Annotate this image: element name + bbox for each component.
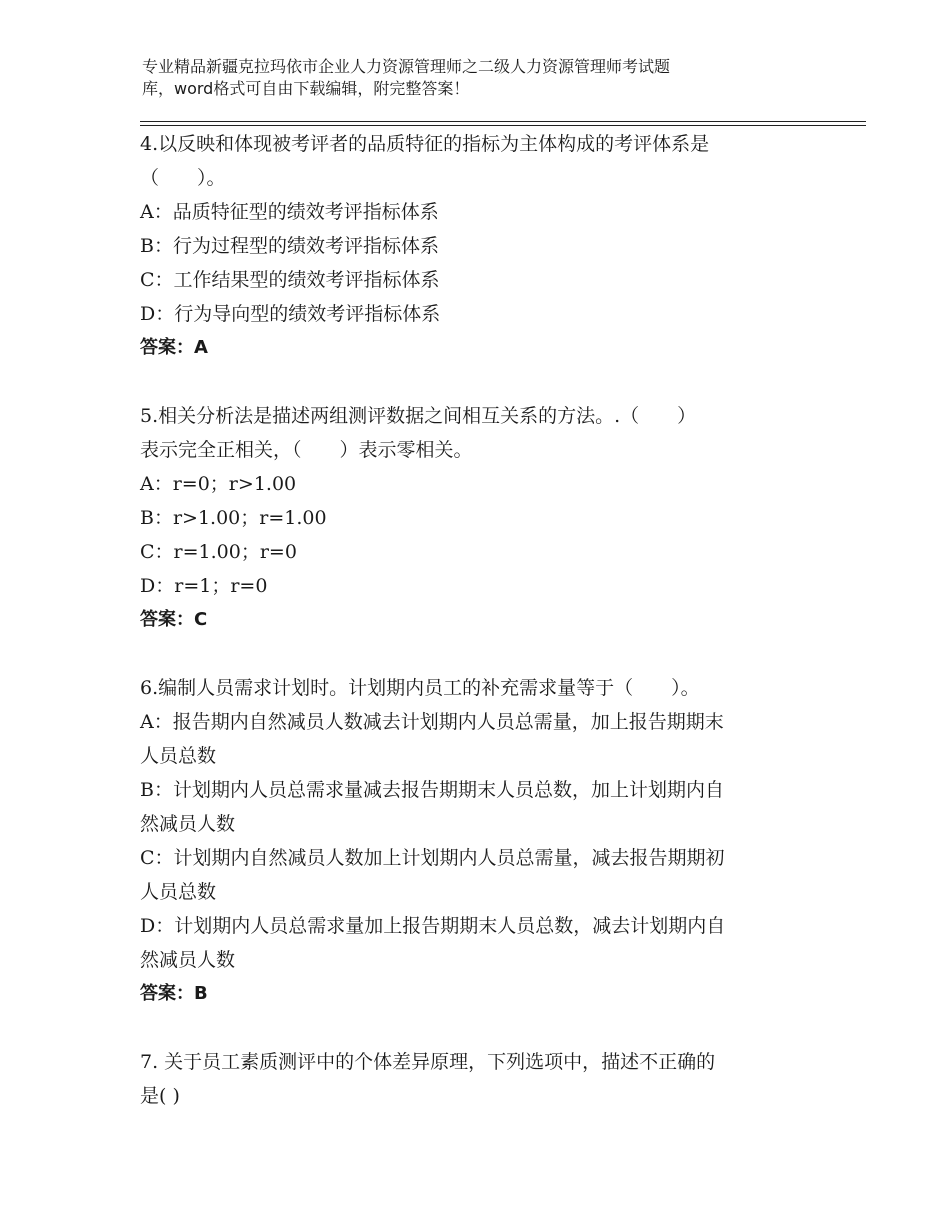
option-text-line: D：行为导向型的绩效考评指标体系 (140, 303, 441, 325)
question-block (140, 1045, 830, 1113)
question-block (140, 399, 830, 637)
option-b (140, 229, 830, 263)
question-stem-line: 是( ) (140, 1085, 180, 1107)
question-spacer (140, 1011, 830, 1045)
option-d (140, 297, 830, 331)
option-text-line: D：r=1；r=0 (140, 575, 268, 597)
option-text-line: A：品质特征型的绩效考评指标体系 (140, 201, 439, 223)
answer-label: 答案：A (140, 337, 208, 358)
question-stem-line: 5.相关分析法是描述两组测评数据之间相互关系的方法。.（ ） (140, 405, 697, 427)
option-a (140, 705, 830, 773)
option-text-line: B：行为过程型的绩效考评指标体系 (140, 235, 439, 257)
option-a (140, 467, 830, 501)
option-c (140, 535, 830, 569)
question-list (140, 127, 830, 1113)
answer-label: 答案：B (140, 983, 208, 1004)
option-text-line: 人员总数 (140, 881, 217, 903)
option-text-line: D：计划期内人员总需求量加上报告期期末人员总数，减去计划期内自 (140, 915, 726, 937)
question-spacer (140, 637, 830, 671)
option-d (140, 909, 830, 977)
header-line-1: 专业精品新疆克拉玛依市企业人力资源管理师之二级人力资源管理师考试题 (142, 57, 671, 76)
option-c (140, 841, 830, 909)
header-divider-top (140, 121, 866, 122)
question-stem-line: 7. 关于员工素质测评中的个体差异原理，下列选项中，描述不正确的 (140, 1051, 716, 1073)
question-stem-line: 表示完全正相关，（ ）表示零相关。 (140, 439, 473, 461)
option-text-line: C：r=1.00；r=0 (140, 541, 297, 563)
option-text-line: A：r=0；r>1.00 (140, 473, 297, 495)
question-stem-line: 4.以反映和体现被考评者的品质特征的指标为主体构成的考评体系是 (140, 133, 710, 155)
option-text-line: C：工作结果型的绩效考评指标体系 (140, 269, 440, 291)
option-b (140, 773, 830, 841)
option-c (140, 263, 830, 297)
question-stem-line: 6.编制人员需求计划时。计划期内员工的补充需求量等于（ ）。 (140, 677, 700, 699)
option-text-line: 然减员人数 (140, 813, 236, 835)
option-text-line: A：报告期内自然减员人数减去计划期内人员总需量，加上报告期期末 (140, 711, 724, 733)
header-divider-bottom (140, 125, 866, 126)
question-block (140, 127, 830, 365)
option-b (140, 501, 830, 535)
question-stem-line: （ ）。 (140, 167, 226, 189)
answer-label: 答案：C (140, 609, 208, 630)
option-text-line: 人员总数 (140, 745, 217, 767)
question-block (140, 671, 830, 1011)
header-line-2: 库，word格式可自由下载编辑，附完整答案！ (142, 79, 470, 98)
option-text-line: B：r>1.00；r=1.00 (140, 507, 327, 529)
option-text-line: C：计划期内自然减员人数加上计划期内人员总需量，减去报告期期初 (140, 847, 725, 869)
document-header (142, 56, 822, 100)
option-d (140, 569, 830, 603)
question-spacer (140, 365, 830, 399)
option-text-line: B：计划期内人员总需求量减去报告期期末人员总数，加上计划期内自 (140, 779, 724, 801)
option-a (140, 195, 830, 229)
option-text-line: 然减员人数 (140, 949, 236, 971)
